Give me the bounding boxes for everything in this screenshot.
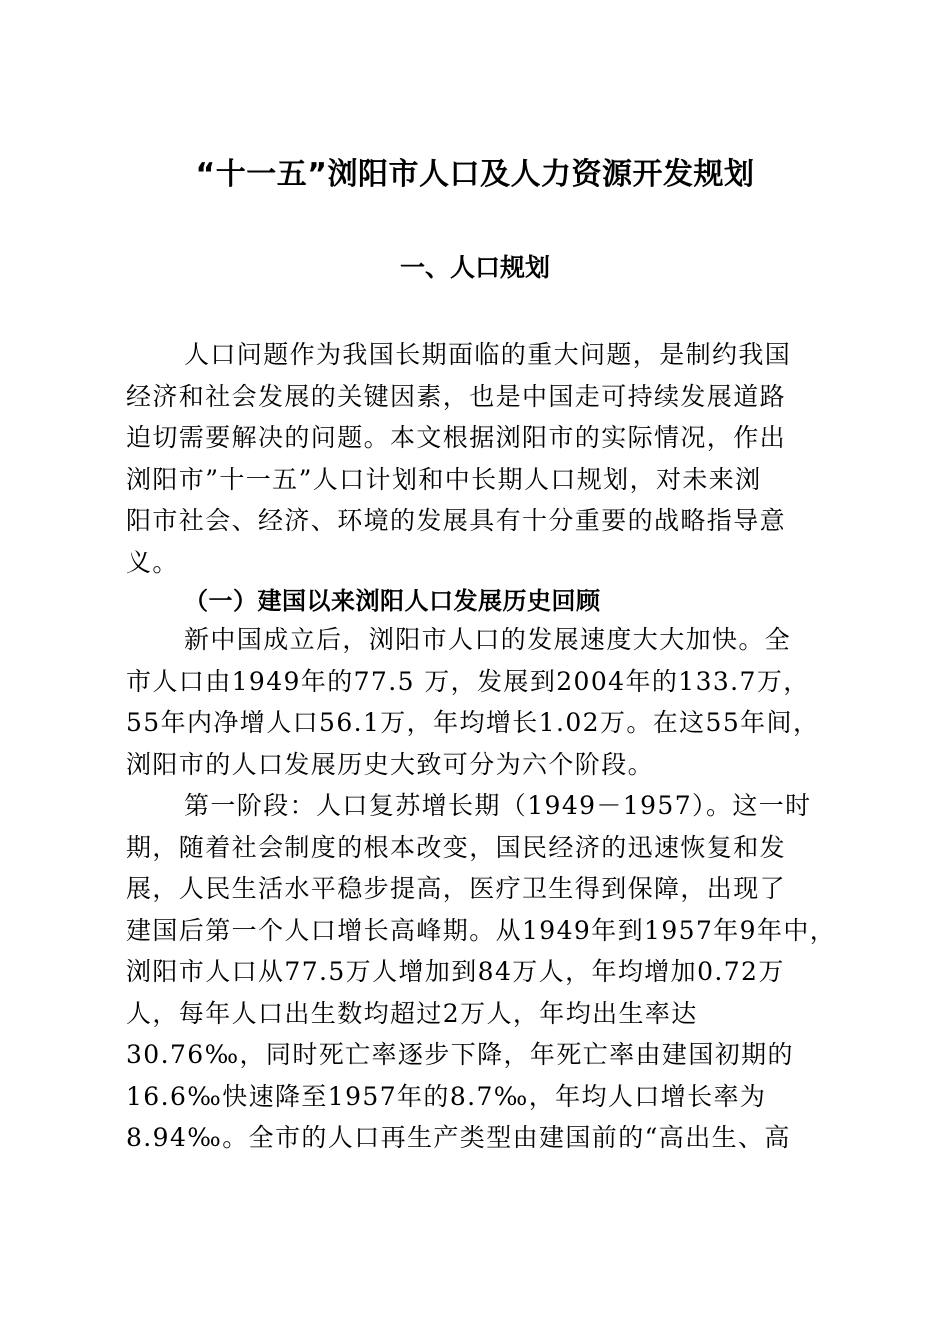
paragraph-line: 16.6‰快速降至1957年的8.7‰，年均人口增长率为	[126, 1081, 767, 1111]
paragraph-line: 55年内净增人口56.1万，年均增长1.02万。在这55年间，	[126, 708, 820, 737]
paragraph-line: 建国后第一个人口增长高峰期。从1949年到1957年9年中，	[126, 915, 837, 945]
document-title: “十一五”浏阳市人口及人力资源开发规划	[195, 157, 755, 192]
paragraph-line: 经济和社会发展的关键因素，也是中国走可持续发展道路	[126, 381, 787, 411]
subsection-heading: （一）建国以来浏阳人口发展历史回顾	[184, 587, 601, 615]
paragraph-line: 人口问题作为我国长期面临的重大问题，是制约我国	[184, 340, 792, 369]
paragraph-line: 展，人民生活水平稳步提高，医疗卫生得到保障，出现了	[126, 874, 787, 903]
paragraph-line: 阳市社会、经济、环境的发展具有十分重要的战略指导意	[126, 506, 787, 535]
paragraph-line: 市人口由1949年的77.5 万，发展到2004年的133.7万，	[126, 666, 810, 696]
paragraph-line: 第一阶段：人口复苏增长期（1949－1957）。这一时	[184, 791, 812, 820]
paragraph-line: 浏阳市的人口发展历史大致可分为六个阶段。	[126, 749, 655, 779]
paragraph-line: 人，每年人口出生数均超过2万人，年均出生率达	[126, 998, 698, 1028]
section-heading: 一、人口规划	[399, 253, 550, 282]
paragraph-line: 义。	[126, 547, 179, 577]
paragraph-line: 浏阳市人口从77.5万人增加到84万人，年均增加0.72万	[126, 957, 785, 986]
paragraph-line: 30.76‰，同时死亡率逐步下降，年死亡率由建国初期的	[126, 1040, 794, 1069]
paragraph-line: 8.94‰。全市的人口再生产类型由建国前的“高出生、高	[126, 1123, 791, 1152]
body-text	[126, 334, 837, 1159]
paragraph-line: 期，随着社会制度的根本改变，国民经济的迅速恢复和发	[126, 832, 787, 862]
paragraph-line: 新中国成立后，浏阳市人口的发展速度大大加快。全	[184, 625, 792, 654]
paragraph-line: 迫切需要解决的问题。本文根据浏阳市的实际情况，作出	[126, 423, 787, 452]
paragraph-line: 浏阳市”十一五”人口计划和中长期人口规划，对未来浏	[126, 464, 762, 494]
